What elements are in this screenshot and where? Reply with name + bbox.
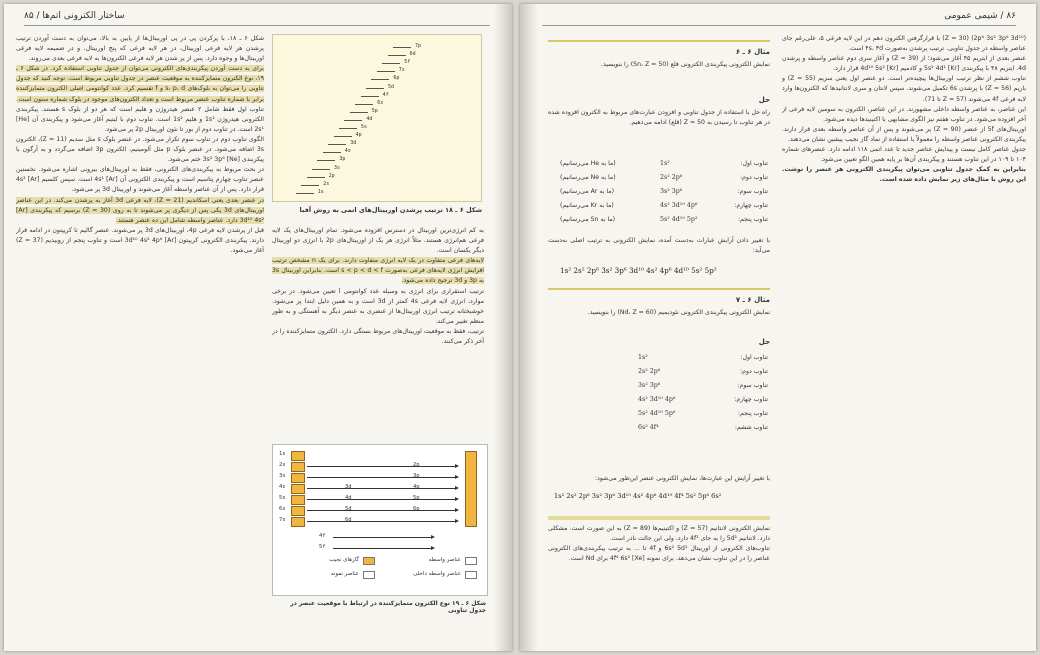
period-configuration: 3s² 3p⁶: [638, 382, 661, 389]
energy-level-line: [339, 128, 357, 129]
legend-label: گازهای نجیب: [329, 557, 359, 563]
s-block-cell: [291, 462, 305, 472]
period-configuration: 6s² 4f⁴: [638, 424, 659, 431]
s-block-row-label: 7s: [279, 517, 286, 523]
period-label: تناوب پنجم:: [737, 216, 768, 223]
energy-level-line: [361, 96, 379, 97]
orbital-label: 4s: [344, 148, 351, 155]
energy-level-line: [377, 71, 395, 72]
paragraph: (2p⁶ 3s² 3p⁶ 3d¹⁰) (Z = 30) با قرارگرفتن الکترون دهم در این لایه فرعی ۵، علی‌رغم جای عناصر واسطه در جدول تناوبی. ترتیب پرشدن به‌صورت ۴s، ۳d است.: [782, 35, 1026, 53]
period-note: (ما به Sn می‌رسانیم): [560, 216, 616, 223]
summary-text: با تغییر دادن آرایش عبارات به‌دست آمده، نمایش الکترونی به ترتیب اصلی به‌دست می‌آید:: [548, 237, 770, 255]
s-block-row-label: 6s: [279, 506, 286, 512]
energy-level-line: [344, 120, 362, 121]
period-arrow: [307, 488, 457, 489]
electron-configuration: 1s² 2s² 2p⁶ 3s² 3p⁶ 3d¹⁰ 4s² 4p⁶ 4d¹⁰ 4f⁴ 5s² 5p⁶ 6s²: [554, 492, 722, 500]
period-label: تناوب ششم:: [734, 424, 768, 431]
paragraph: [16, 196, 264, 226]
orbital-label: 3d: [350, 140, 357, 147]
page-gutter-shadow: [494, 4, 512, 651]
orbital-label: 5p: [371, 107, 378, 114]
orbital-label: 3s: [334, 164, 341, 171]
solution-title: حل: [758, 338, 770, 346]
paragraph: عنصر بعدی از ایتریم ۴۵ آغاز می‌شود؛ از (Z = 39) و آغاز سری دوم عناصر واسطه و پرشدن 4d. ایتریم ۴۸ با پیکربندی [Kr] 5s² 4d¹ و کادمیم [Kr] 4d¹⁰ 5s² قرار دارد.: [782, 55, 1026, 73]
p-block-row-label: 3p: [413, 473, 420, 479]
orbital-label: 5d: [388, 83, 395, 90]
period-label: تناوب سوم:: [737, 188, 768, 195]
period-configuration: 4s² 3d¹⁰ 4p⁶: [660, 202, 698, 209]
orbital-label: 4p: [355, 132, 362, 139]
paragraph: جدول عناصر کامل نیست و پیدایش عناصر جدید تا عدد اتمی ۱۱۸ ادامه دارد. عنصرهای شماره ۱۰۴ تا ۱۰۹ در این تناوب هستند و پیکربندی آن‌ها بر پایه همین الگو تعیین می‌شود.: [782, 146, 1026, 164]
left-text-column: [16, 34, 264, 644]
period-configuration: 1s²: [660, 160, 670, 167]
running-header: ۸۶ / شیمی عمومی: [944, 11, 1016, 21]
p-block-row-label: 2p: [413, 462, 420, 468]
orbital-label: 6d: [409, 51, 416, 58]
orbital-label: 4d: [366, 115, 373, 122]
paragraph: بنابراین به کمک جدول تناوبی می‌توان پیکربندی الکترونی هر عنصر را نوشت. این روش با مثال‌های زیر نمایش داده شده است.: [782, 166, 1026, 184]
period-note: (ما به He می‌رسانیم): [560, 160, 616, 167]
example-accent-bar: [548, 288, 770, 290]
electron-configuration: 1s² 2s² 2p⁶ 3s² 3p⁶ 3d¹⁰ 4s² 4p⁶ 4d¹⁰ 5s² 5p²: [560, 266, 717, 275]
header-rule: [542, 25, 1016, 26]
energy-level-line: [388, 55, 406, 56]
example-title: مثال ۶ ـ ۷: [735, 296, 770, 304]
energy-level-line: [301, 185, 319, 186]
paragraph: به کم انرژی‌ترین اوربیتال در دسترس افزوده می‌شود. تمام اوربیتال‌های یک لایه فرعی هم‌انرژی هستند. مثلاً انرژی هر یک از اوربیتال‌های 2p با انرژی دو اوربیتال دیگر یکسان است.: [272, 227, 484, 255]
period-configuration: 5s² 4d¹⁰ 5p⁶: [638, 410, 676, 417]
s-block-row-label: 2s: [279, 462, 286, 468]
paragraph: قبل از پرشدن لایه فرعی 4p، اوربیتال‌های 3d پر می‌شوند. عنصر گالیم تا کریپتون در ادامه قرار دارند. پیکربندی الکترونی کریپتون [Ar] 3d¹⁰ 4s² 4p⁶ است و تناوب پنجم از روبیدیم (Z = 37) آغاز می‌شود.: [16, 226, 264, 254]
period-configuration: 2s² 2p⁶: [638, 368, 661, 375]
f-block-arrow: [333, 537, 433, 538]
noble-gas-column: [465, 451, 477, 527]
d-block-row-label: 6d: [345, 517, 352, 523]
orbital-label: 2p: [328, 172, 335, 179]
energy-level-line: [334, 136, 352, 137]
s-block-cell: [291, 484, 305, 494]
energy-level-line: [371, 79, 389, 80]
header-rule: [24, 25, 490, 26]
solution-title: حل: [758, 96, 770, 104]
paragraph: ترتیب، فقط به موقعیت اوربیتال‌های مربوط بستگی دارد. الکترون متمایزکننده را در آخر ذکر می‌کنند.: [272, 327, 484, 346]
d-block-row-label: 4d: [345, 495, 352, 501]
energy-level-line: [323, 152, 341, 153]
orbital-label: 5s: [361, 124, 368, 130]
s-block-row-label: 1s: [279, 451, 286, 457]
period-label: تناوب سوم:: [737, 382, 768, 389]
paragraph: تناوب‌های الکترونی از اوربیتال 6s² 5d¹ و 4f تا ... به ترتیب پیکربندی‌های الکترونی عناصر را در این تناوب نشان می‌دهد. برای نمونه [Xe] 4f⁴ 6s² برای Nd است.: [548, 545, 770, 563]
orbital-label: 4f: [382, 91, 389, 98]
energy-level-line: [350, 112, 368, 113]
example-title: مثال ۶ ـ ۶: [735, 48, 770, 56]
period-label: تناوب اول:: [740, 354, 768, 361]
paragraph: این عناصر، به عناصر واسطه داخلی مشهورند. در این عناصر، الکترون به سومین لایه فرعی از آخر افزوده می‌شود. در تناوب هفتم نیز الگوی مشابهی با اکتینیدها دیده می‌شود.: [782, 105, 1026, 123]
energy-level-line: [366, 88, 384, 89]
s-block-cell: [291, 517, 305, 527]
legend-swatch: [363, 571, 375, 579]
figure-caption: شکل ۶ ـ ۱۹ نوع الکترون متمایزکننده در ارتباط با موقعیت عنصر در جدول تناوبی: [290, 600, 486, 614]
s-block-cell: [291, 495, 305, 505]
energy-level-line: [355, 104, 373, 105]
paragraph: نمایش الکترونی لانتانیم (Z = 57) و اکتینیم‌ها (Z = 89) به این صورت است. مشکلی دارد. لانتانیم 5d¹ را به جای 4f¹ دارد، ولی این حالت نادر است.: [548, 525, 770, 543]
s-block-row-label: 3s: [279, 473, 286, 479]
highlighted-text: برای به دست آوردن پیکربندی‌های الکترونی می‌توان از جدول تناوبی استفاده کرد. در شکل ۶ ـ ۱۹، نوع الکترون متمایزکننده به موقعیت عنصر در جدول تناوبی مربوط است. توجه کنید که جدول تناوبی را می‌توان به بلوک‌های s، p، d و f تقسیم کرد. عدد کوانتومی اصلی الکترون متمایزکننده برابر با شماره تناوب عنصر مربوط است و تعداد الکترون‌های موجود در بلوک شماره ستون است.: [16, 65, 264, 103]
orbital-label: 1s: [317, 188, 324, 195]
p-block-row-label: 6p: [413, 506, 420, 512]
period-label: تناوب اول:: [740, 160, 768, 167]
p-block-row-label: 5p: [413, 495, 420, 501]
energy-level-line: [393, 47, 411, 48]
energy-level-line: [312, 169, 330, 170]
period-note: (ما به Kr می‌رسانیم): [560, 202, 614, 209]
page-gutter-shadow: [520, 4, 538, 651]
f-block-row-label: 5f: [319, 544, 326, 550]
period-configuration: 5s² 4d¹⁰ 5p²: [660, 216, 698, 223]
running-header: ساختار الکترونی اتم‌ها / ۸۵: [24, 11, 125, 21]
period-arrow: [307, 477, 457, 478]
inner-text-column: [272, 226, 484, 436]
f-block-row-label: 4f: [319, 533, 326, 539]
orbital-label: 5f: [404, 59, 411, 66]
period-configuration: 1s²: [638, 354, 648, 361]
energy-level-line: [296, 193, 314, 194]
orbital-label: 3p: [339, 156, 346, 163]
right-text-column: [782, 34, 1026, 644]
highlighted-text: در عنصر بعدی یعنی اسکاندیم (Z = 21)، لایه فرعی 3d آغاز به پرشدن می‌کند. در این عناصر اوربیتال‌های 3d یکی پس از دیگری پر می‌شوند تا به روی (Z = 30) برسیم که پیکربندی [Ar] 3d¹⁰ 4s² دارد. عناصر واسطه شامل این ده عنصر هستند.: [16, 196, 264, 224]
legend-label: عناصر نمونه: [330, 571, 359, 577]
paragraph: الگوی تناوب دوم در تناوب سوم تکرار می‌شود. در عنصر بلوک s مثل سدیم (Z = 11)، الکترون 3s اضافه می‌شود. در عنصر بلوک p مثل آلومینیم، الکترون 3p اضافه می‌گردد و به آرگون با پیکربندی [Ne] 3s² 3p⁶ ختم می‌شود.: [16, 135, 264, 164]
example-problem: نمایش الکترونی پیکربندی الکترونی نئودیمیم (Nd، Z = 60) را بنویسید.: [587, 309, 770, 316]
paragraph: تناوب ششم از نظر ترتیب اوربیتال‌ها پیچیده‌تر است. دو عنصر اول یعنی سزیم (Z = 55) و باریم (Z = 56) با پرشدن 6s تکمیل می‌شوند. سپس لانتان و سری لانتانیدها که الکترون‌ها وارد لایه فرعی 4f می‌شوند (Z = 57 تا 71).: [782, 75, 1026, 103]
period-label: تناوب پنجم:: [737, 410, 768, 417]
paragraph: ترتیب استقراری برای انرژی به وسیله عدد کوانتومی l تعیین می‌شود. در برخی موارد، انرژی لایه فرعی 4s کمتر از 3d است و به همین دلیل ابتدا پر می‌شود. خوشبختانه ترتیب انرژی اوربیتال‌ها از عنصری به عنصر دیگر به آهستگی و به طور منظم تغییر می‌کند.: [272, 287, 484, 325]
energy-level-line: [307, 177, 325, 178]
paragraph: در بحث مربوط به پیکربندی‌های الکترونی، فقط به اوربیتال‌های بیرونی اشاره می‌شود. نخستین عنصر تناوب چهارم پتاسیم است و پیکربندی الکترونی آن [Ar] 4s¹ است. سپس کلسیم [Ar] 4s² قرار دارد. پس از آن عناصر واسطه آغاز می‌شوند و اوربیتال 3d پر می‌شود.: [16, 166, 264, 194]
energy-level-line: [328, 144, 346, 145]
paragraph: [16, 64, 264, 104]
p-block-row-label: 4p: [413, 484, 420, 490]
legend-label: عناصر واسطه داخلی: [413, 571, 461, 577]
period-label: تناوب دوم:: [740, 174, 768, 181]
period-label: تناوب دوم:: [740, 368, 768, 375]
energy-level-line: [382, 63, 400, 64]
d-block-row-label: 3d: [345, 484, 352, 490]
aufbau-order-figure: [272, 34, 482, 202]
periodic-block-figure: [272, 444, 488, 596]
energy-level-line: [317, 160, 335, 161]
right-page: [520, 4, 1036, 651]
orbital-label: 7s: [398, 67, 405, 74]
orbital-label: 6p: [393, 75, 400, 82]
orbital-label: 7p: [415, 43, 422, 49]
legend-label: عناصر واسطه: [428, 557, 461, 563]
period-note: (ما به Ne می‌رسانیم): [560, 174, 616, 181]
period-label: تناوب چهارم:: [734, 396, 768, 403]
example-accent-bar: [548, 40, 770, 42]
period-arrow: [307, 510, 457, 511]
orbital-label: 2s: [323, 180, 330, 187]
legend-swatch: [465, 557, 477, 565]
legend-swatch: [363, 557, 375, 565]
f-block-arrow: [333, 548, 433, 549]
s-block-cell: [291, 473, 305, 483]
figure-caption: شکل ۶ ـ ۱۸ ترتیب پرشدن اوربیتال‌های اتمی به روش آفبا: [299, 206, 482, 214]
paragraph: [272, 256, 484, 286]
period-configuration: 4s² 3d¹⁰ 4p⁶: [638, 396, 676, 403]
example-problem: نمایش الکترونی پیکربندی الکترونی قلع (Sn، Z = 50) را بنویسید.: [600, 61, 770, 68]
period-label: تناوب چهارم:: [734, 202, 768, 209]
period-arrow: [307, 521, 457, 522]
solution-text: راه حل با استفاده از جدول تناوبی و افزودن عبارت‌های مربوط به الکترون افزوده شده در هر تناوب تا رسیدن به Z = 50 (قلع) ادامه می‌دهیم.: [548, 109, 770, 127]
legend-swatch: [465, 571, 477, 579]
orbital-label: 6s: [377, 99, 384, 106]
paragraph: تناوب اول فقط شامل ۲ عنصر هیدروژن و هلیم است که هر دو از بلوک s هستند. پیکربندی الکترونی هیدروژن 1s¹ و هلیم 1s² است. تناوب دوم با لیتیم آغاز می‌شود و پیکربندی آن [He] 2s¹ است. در تناوب دوم از بور تا نئون اوربیتال 2p پر می‌شود.: [16, 105, 264, 133]
period-note: (ما به Ar می‌رسانیم): [560, 188, 614, 195]
highlighted-text: لایه‌های فرعی متفاوت در یک لایه انرژی متفاوت دارند. برای یک n مشخص ترتیب افزایش انرژی لایه‌های فرعی به‌صورت s < p < d < f است. بنابراین اوربیتال 3s به 3p و 3d ترجیح داده می‌شود.: [272, 257, 484, 285]
paragraph: شکل ۶ ـ ۱۸، با پرکردن پی در پی اوربیتال‌ها از پایین به بالا، می‌توان به دست آوردن ترتیب پرشدن هر لایه فرعی اوربیتال، در هر لایه فرعی که پنج اوربیتال، و در ضمیمه لایه فرعی اوربیتال‌ها و وجوه دارد. پس از پر شدن هر لایه فرعی الکترون‌ها به لایه فرعی بعدی می‌روند.: [16, 35, 264, 63]
s-block-row-label: 4s: [279, 484, 286, 490]
period-configuration: 2s² 2p⁶: [660, 174, 683, 181]
s-block-cell: [291, 506, 305, 516]
highlight-mark: [548, 516, 770, 520]
summary-text: با تغییر آرایش این عبارت‌ها، نمایش الکترونی عنصر این‌طور می‌شود:: [594, 475, 770, 482]
inner-text-column: [548, 524, 770, 644]
paragraph: اوربیتال‌های 5f از عنصر (Z = 90) پر می‌شوند و پس از آن عناصر واسطه بعدی قرار دارند. پیکربندی الکترونی عناصر واسطه را معمولاً با استفاده از نماد گاز نجیب پیشین نشان می‌دهند.: [782, 125, 1026, 143]
period-arrow: [307, 466, 457, 467]
d-block-row-label: 5d: [345, 506, 352, 512]
s-block-row-label: 5s: [279, 495, 286, 501]
left-page: [4, 4, 512, 651]
s-block-cell: [291, 451, 305, 461]
period-configuration: 3s² 3p⁶: [660, 188, 683, 195]
period-arrow: [307, 499, 457, 500]
